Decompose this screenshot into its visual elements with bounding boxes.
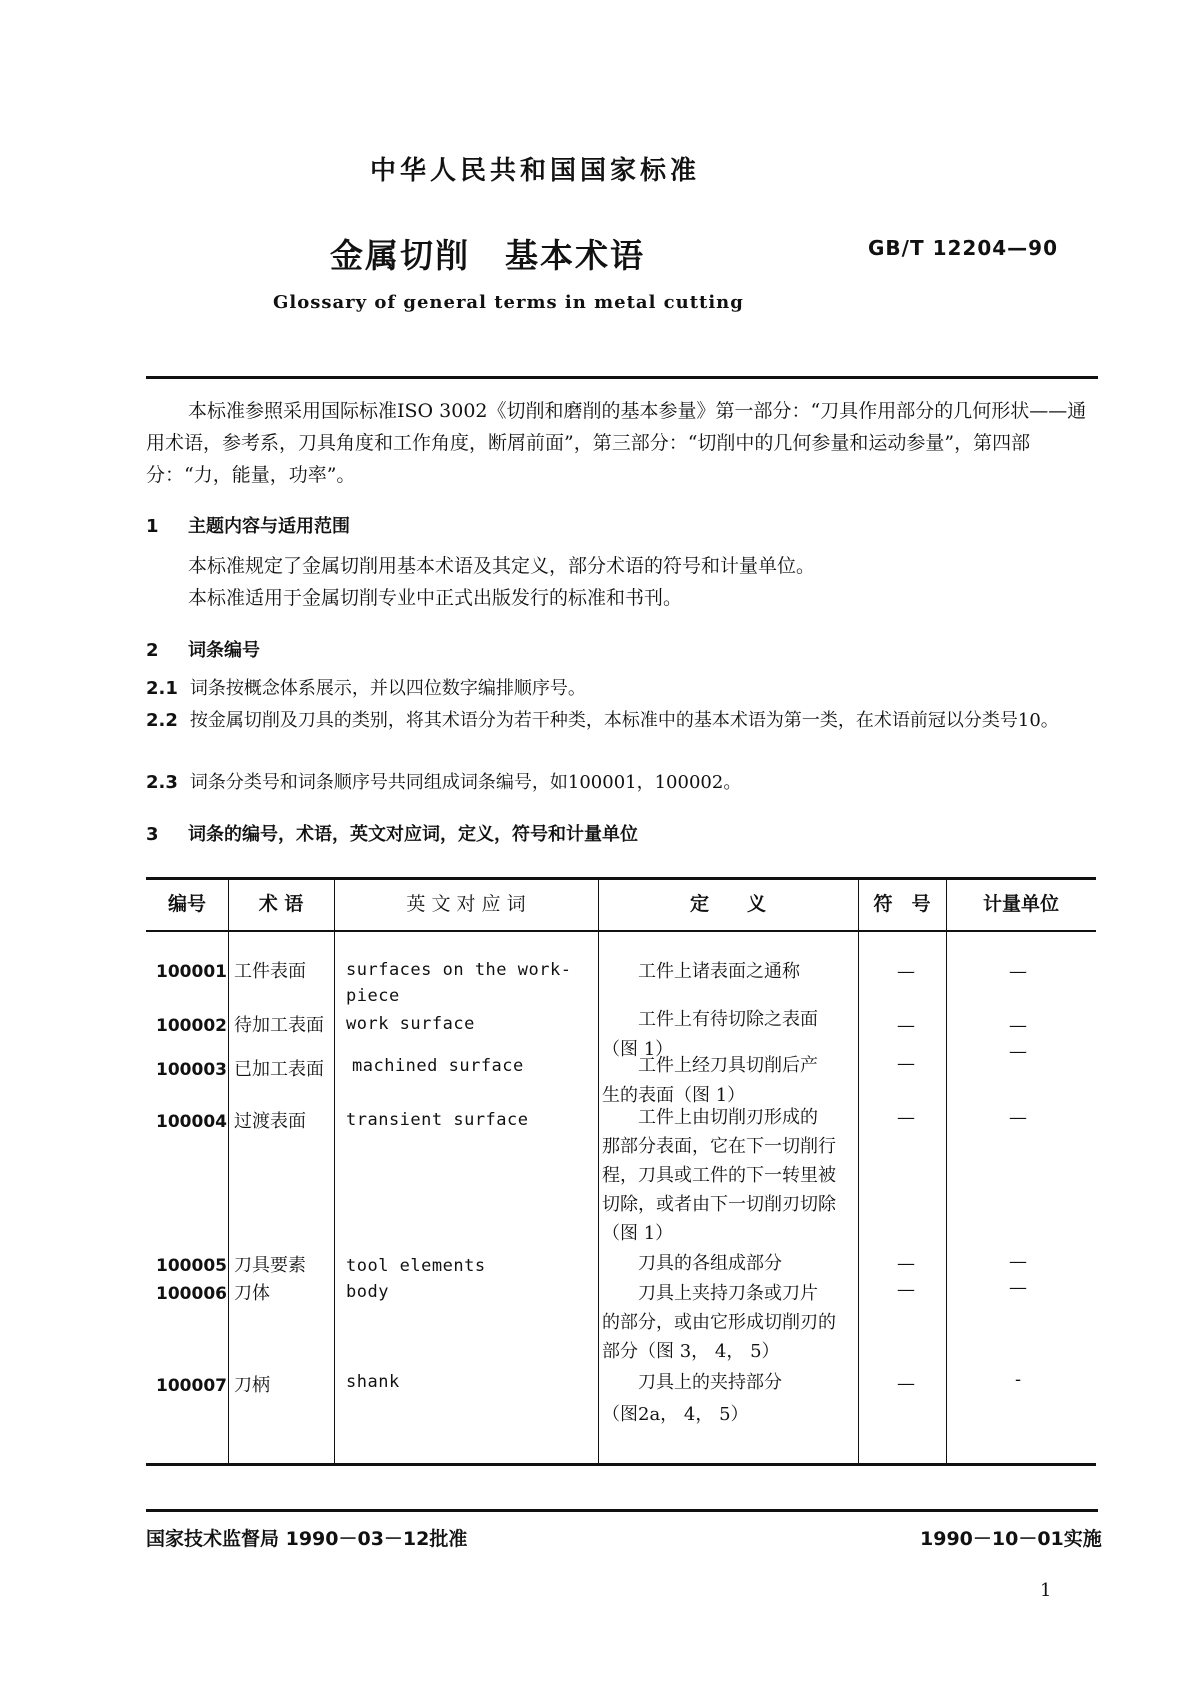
row-symbol: — <box>897 1053 915 1074</box>
row-definition: 工件上诸表面之通称 <box>638 961 800 982</box>
row-symbol: — <box>897 1107 915 1128</box>
section-1-paragraph-1: 本标准规定了金属切削用基本术语及其定义，部分术语的符号和计量单位。 <box>188 555 816 577</box>
row-term: 过渡表面 <box>234 1111 306 1132</box>
row-symbol: — <box>897 1015 915 1036</box>
national-standard-title: 中华人民共和国国家标准 <box>369 156 700 186</box>
header-definition: 定 义 <box>689 893 766 915</box>
row-definition: 工件上经刀具切削后产 生的表面（图 1） <box>602 1055 818 1106</box>
section-1-heading <box>146 512 350 538</box>
row-definition: 工件上有待切除之表面 （图 1） <box>602 1009 818 1060</box>
section-number: 1 <box>146 516 159 537</box>
terms-table <box>146 877 1096 1467</box>
table-top-rule <box>146 877 1096 880</box>
table-header-rule <box>146 930 1096 932</box>
page-title: 金属切削 基本术语 <box>330 236 645 275</box>
section-number: 2 <box>146 640 159 661</box>
header-unit: 计量单位 <box>982 893 1059 915</box>
row-code: 100002 <box>156 1016 227 1036</box>
row-symbol: — <box>897 1279 915 1300</box>
row-english: shank <box>346 1372 400 1392</box>
column-divider <box>598 877 599 1465</box>
clause-2-1 <box>146 674 1091 704</box>
row-english: surfaces on the work- <box>346 960 572 980</box>
section-title: 词条的编号，术语，英文对应词，定义，符号和计量单位 <box>188 824 638 845</box>
row-term: 待加工表面 <box>234 1015 324 1036</box>
row-english: tool elements <box>346 1256 486 1276</box>
row-term: 刀具要素 <box>234 1255 306 1276</box>
section-1-paragraph-2: 本标准适用于金属切削专业中正式出版发行的标准和书刊。 <box>188 587 683 609</box>
clause-number: 2.3 <box>146 772 178 793</box>
row-english: transient surface <box>346 1110 529 1130</box>
column-divider <box>228 877 229 1465</box>
header-code: 编号 <box>167 893 206 915</box>
row-term: 工件表面 <box>234 961 306 982</box>
row-unit: — <box>1009 1015 1027 1036</box>
row-english: work surface <box>346 1014 475 1034</box>
row-symbol: — <box>897 1373 915 1394</box>
row-code: 100006 <box>156 1284 227 1304</box>
footer-divider <box>146 1509 1098 1512</box>
row-term: 刀体 <box>234 1283 270 1304</box>
row-unit: — <box>1009 1107 1027 1128</box>
effective-date: 1990－10－01实施 <box>920 1528 1102 1550</box>
row-symbol: — <box>897 1253 915 1274</box>
row-unit: — <box>1009 961 1027 982</box>
row-code: 100005 <box>156 1256 227 1276</box>
section-3-heading <box>146 820 638 846</box>
row-term: 刀柄 <box>234 1375 270 1396</box>
clause-number: 2.2 <box>146 710 178 731</box>
row-english-continued: piece <box>346 986 400 1006</box>
title-divider <box>146 376 1098 379</box>
column-divider <box>334 877 335 1465</box>
row-symbol: — <box>897 961 915 982</box>
approval-date: 国家技术监督局 1990－03－12批准 <box>146 1528 468 1550</box>
table-bottom-rule <box>146 1463 1096 1466</box>
header-symbol: 符 号 <box>873 893 931 915</box>
row-definition: 刀具上夹持刀条或刀片 的部分，或由它形成切削刃的部分（图 3， 4， 5） <box>602 1283 836 1362</box>
row-definition: 刀具的各组成部分 <box>638 1253 782 1274</box>
page-number: 1 <box>1040 1580 1052 1601</box>
section-number: 3 <box>146 824 159 845</box>
clause-2-3 <box>146 768 1091 798</box>
row-english: body <box>346 1282 389 1302</box>
clause-2-2 <box>146 706 1091 736</box>
clause-text: 词条分类号和词条顺序号共同组成词条编号，如100001，100002。 <box>189 772 742 793</box>
section-title: 主题内容与适用范围 <box>188 516 350 537</box>
standard-code: GB/T 12204—90 <box>868 236 1058 260</box>
section-title: 词条编号 <box>188 640 260 661</box>
row-term: 已加工表面 <box>234 1059 324 1080</box>
row-unit: — <box>1009 1251 1027 1272</box>
row-unit: - <box>1014 1369 1022 1390</box>
row-code: 100007 <box>156 1376 227 1396</box>
row-english: machined surface <box>352 1056 524 1076</box>
clause-text: 按金属切削及刀具的类别，将其术语分为若干种类，本标准中的基本术语为第一类，在术语前冠以分类号10。 <box>189 710 1059 731</box>
row-unit: — <box>1009 1277 1027 1298</box>
column-divider <box>858 877 859 1465</box>
header-term: 术 语 <box>258 893 304 915</box>
row-definition: 工件上由切削刃形成的 那部分表面，它在下一切削行程，刀具或工件的下一转里被切除，或者由下一切削刃切除（图 1） <box>602 1107 836 1244</box>
section-2-heading <box>146 636 260 662</box>
row-code: 100001 <box>156 962 227 982</box>
clause-text: 词条按概念体系展示，并以四位数字编排顺序号。 <box>189 678 586 699</box>
clause-number: 2.1 <box>146 678 178 699</box>
header-english: 英 文 对 应 词 <box>406 893 526 915</box>
row-code: 100004 <box>156 1112 227 1132</box>
row-definition: 刀具上的夹持部分 （图2a， 4， 5） <box>602 1372 782 1425</box>
row-unit: — <box>1009 1041 1027 1062</box>
row-code: 100003 <box>156 1060 227 1080</box>
column-divider <box>946 877 947 1465</box>
english-title: Glossary of general terms in metal cutting <box>273 292 744 313</box>
intro-paragraph: 本标准参照采用国际标准ISO 3002《切削和磨削的基本参量》第一部分：“刀具作用部分的几何形状——通用术语，参考系，刀具角度和工作角度，断屑前面”，第三部分：“切削中的几何参量和运动参量”，第四部分：“力，能量，功率”。 <box>146 400 1087 486</box>
